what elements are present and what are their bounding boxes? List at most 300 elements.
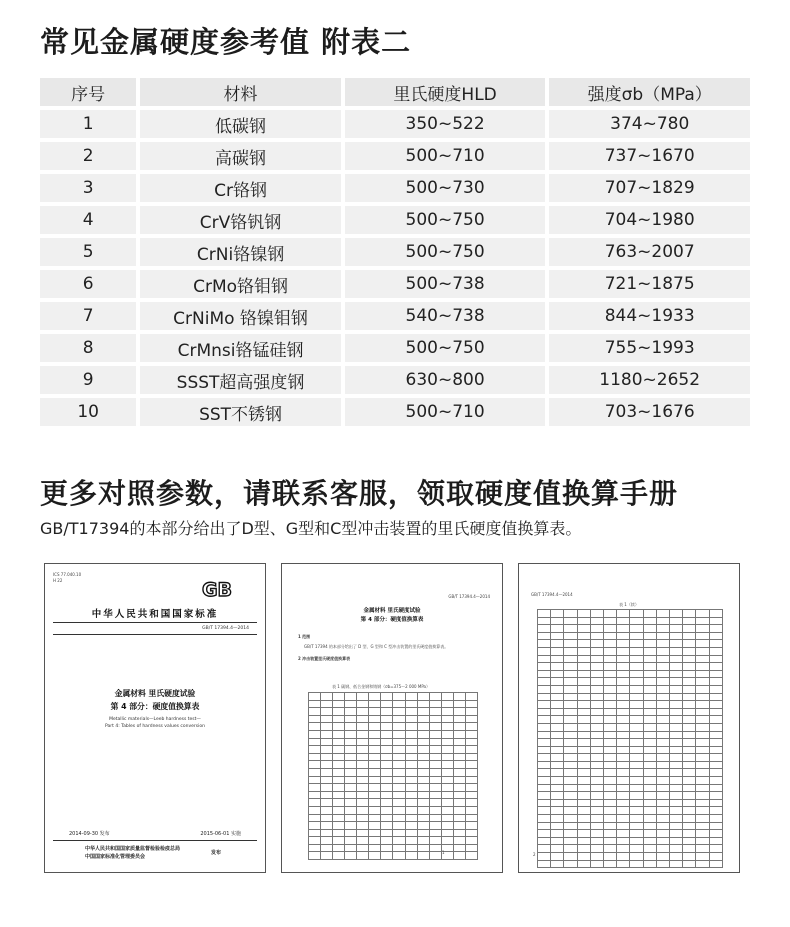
mini-table-cell [465,715,477,723]
mini-table-cell [381,784,393,792]
mini-table-cell [453,708,465,716]
mini-table-cell [405,746,417,754]
mini-table-cell [345,837,357,845]
mini-table-cell [696,830,709,838]
mini-table-cell [643,822,656,830]
mini-table-cell [393,700,405,708]
mini-table-cell [604,799,617,807]
mini-table-cell [538,685,551,693]
mini-table-cell [630,632,643,640]
mini-table-cell [643,647,656,655]
mini-table-row [538,777,723,785]
mini-table-cell [453,693,465,701]
cell-strength: 755~1993 [549,334,750,362]
mini-table-row [309,768,478,776]
mini-table-cell [709,853,722,861]
mini-table-cell [333,693,345,701]
mini-table-cell [683,830,696,838]
mini-table-row [538,731,723,739]
mini-table-cell [564,610,577,618]
mini-table-cell [696,761,709,769]
mini-table-cell [670,746,683,754]
mini-table-cell [604,815,617,823]
mini-table-cell [393,746,405,754]
mini-table-cell [617,739,630,747]
mini-table-cell [709,663,722,671]
mini-table-row [538,837,723,845]
mini-table-cell [643,685,656,693]
mini-table-cell [709,837,722,845]
mini-table-cell [538,792,551,800]
mini-table-cell [417,814,429,822]
mini-table-cell [551,853,564,861]
mini-table-cell [333,822,345,830]
mini-table-cell [630,807,643,815]
table-body [40,110,750,426]
mini-table-cell [381,730,393,738]
page1-header: GB/T 17394.4—2014 [448,594,490,599]
mini-table-cell [643,625,656,633]
mini-table-cell [617,799,630,807]
mini-table-cell [333,829,345,837]
mini-table-cell [453,829,465,837]
mini-table-cell [617,701,630,709]
cell-strength: 721~1875 [549,270,750,298]
mini-table-cell [670,723,683,731]
mini-table-cell [630,784,643,792]
mini-table-cell [381,723,393,731]
mini-table-cell [357,746,369,754]
mini-table-cell [429,708,441,716]
mini-table-cell [538,830,551,838]
mini-table-cell [564,640,577,648]
mini-table-cell [309,829,321,837]
mini-table-cell [670,769,683,777]
mini-table-cell [683,746,696,754]
mini-table-cell [417,776,429,784]
mini-table-cell [604,701,617,709]
mini-table-cell [538,708,551,716]
mini-table-cell [405,814,417,822]
mini-table-cell [643,610,656,618]
mini-table-cell [590,723,603,731]
mini-table-cell [696,792,709,800]
mini-table-cell [709,632,722,640]
mini-table-cell [577,830,590,838]
mini-table-cell [590,708,603,716]
mini-table-cell [683,723,696,731]
mini-table-cell [564,746,577,754]
mini-table-cell [393,791,405,799]
mini-table-cell [670,708,683,716]
mini-table-cell [405,768,417,776]
mini-table-cell [357,852,369,860]
mini-table-cell [617,678,630,686]
mini-table-cell [405,776,417,784]
mini-table-cell [564,693,577,701]
mini-table-cell [696,754,709,762]
mini-table-cell [643,617,656,625]
mini-table-row [538,617,723,625]
mini-table-cell [643,777,656,785]
mini-table-cell [656,647,669,655]
mini-table-cell [670,625,683,633]
mini-table-cell [683,617,696,625]
mini-table-cell [564,769,577,777]
mini-table-cell [564,708,577,716]
mini-table-cell [617,746,630,754]
mini-table-cell [381,837,393,845]
mini-table-cell [604,632,617,640]
mini-table-cell [656,815,669,823]
mini-table-cell [465,852,477,860]
mini-table-cell [405,708,417,716]
mini-table-cell [321,844,333,852]
mini-table-cell [683,632,696,640]
mini-table-cell [309,723,321,731]
mini-table-cell [564,647,577,655]
mini-table-row [538,670,723,678]
mini-table-cell [405,761,417,769]
mini-table-cell [590,792,603,800]
mini-table-cell [630,739,643,747]
mini-table-cell [538,822,551,830]
mini-table-row [538,685,723,693]
mini-table-cell [333,738,345,746]
cell-hld: 630~800 [345,366,546,394]
mini-table-cell [465,730,477,738]
mini-table-cell [604,746,617,754]
mini-table-cell [643,830,656,838]
mini-table-cell [369,837,381,845]
cover-fabu: 发布 [211,850,222,856]
mini-table-cell [357,761,369,769]
mini-table-cell [590,647,603,655]
mini-table-cell [604,685,617,693]
mini-table-cell [309,746,321,754]
mini-table-cell [441,768,453,776]
mini-table-cell [309,776,321,784]
mini-table-cell [551,640,564,648]
mini-table-cell [369,715,381,723]
mini-table-cell [538,617,551,625]
mini-table-cell [683,853,696,861]
mini-table-cell [538,632,551,640]
mini-table-cell [309,708,321,716]
mini-table-cell [417,784,429,792]
mini-table-cell [643,655,656,663]
mini-table-cell [709,777,722,785]
mini-table-cell [393,806,405,814]
mini-table-cell [683,701,696,709]
mini-table-cell [357,814,369,822]
header-strength: 强度σb（MPa） [549,78,750,106]
mini-table-cell [369,791,381,799]
mini-table-cell [333,837,345,845]
mini-table-cell [429,776,441,784]
mini-table-cell [683,761,696,769]
mini-table-row [538,822,723,830]
mini-table-cell [590,701,603,709]
mini-table-cell [441,715,453,723]
mini-table-cell [357,837,369,845]
mini-table-cell [357,753,369,761]
mini-table-cell [538,845,551,853]
page2-mini-table [537,609,723,868]
mini-table-cell [590,678,603,686]
mini-table-cell [417,837,429,845]
mini-table-cell [696,693,709,701]
mini-table-cell [643,807,656,815]
mini-table-row [309,814,478,822]
mini-table-cell [381,852,393,860]
mini-table-cell [345,844,357,852]
mini-table-cell [564,670,577,678]
mini-table-row [538,761,723,769]
mini-table-cell [604,723,617,731]
mini-table-cell [357,768,369,776]
mini-table-cell [465,829,477,837]
cell-index: 4 [40,206,136,234]
mini-table-cell [696,837,709,845]
mini-table-cell [709,792,722,800]
mini-table-cell [357,776,369,784]
mini-table-cell [538,837,551,845]
mini-table-cell [670,799,683,807]
mini-table-cell [309,761,321,769]
mini-table-cell [465,814,477,822]
mini-table-cell [345,715,357,723]
mini-table-cell [577,693,590,701]
mini-table-cell [405,822,417,830]
mini-table-cell [357,844,369,852]
mini-table-cell [405,806,417,814]
table-row [40,238,750,266]
mini-table-cell [309,806,321,814]
mini-table-cell [417,768,429,776]
mini-table-cell [590,853,603,861]
mini-table-row [309,693,478,701]
mini-table-cell [590,685,603,693]
mini-table-cell [309,738,321,746]
page1-table-caption: 表 1 碳钢、低合金钢和铸钢（σb=375～2 000 MPa） [332,684,431,689]
mini-table-cell [369,814,381,822]
mini-table-cell [604,807,617,815]
cell-index: 9 [40,366,136,394]
mini-table-cell [656,754,669,762]
mini-table-cell [405,723,417,731]
mini-table-cell [683,640,696,648]
mini-table-cell [709,830,722,838]
page-title: 常见金属硬度参考值 附表二 [40,25,412,59]
mini-table-cell [465,822,477,830]
mini-table-cell [670,761,683,769]
mini-table-cell [643,640,656,648]
mini-table-cell [321,814,333,822]
mini-table-cell [709,799,722,807]
mini-table-cell [309,715,321,723]
hardness-table [36,74,754,430]
mini-table-cell [604,853,617,861]
mini-table-cell [381,708,393,716]
mini-table-cell [345,738,357,746]
mini-table-row [538,746,723,754]
mini-table-cell [577,610,590,618]
mini-table-cell [617,617,630,625]
mini-table-row [538,663,723,671]
mini-table-cell [417,799,429,807]
mini-table-cell [683,815,696,823]
mini-table-cell [538,647,551,655]
mini-table-cell [656,830,669,838]
cell-hld: 350~522 [345,110,546,138]
mini-table-cell [393,738,405,746]
mini-table-cell [381,814,393,822]
mini-table-cell [709,693,722,701]
mini-table-cell [656,761,669,769]
mini-table-cell [405,784,417,792]
mini-table-cell [670,716,683,724]
mini-table-cell [453,791,465,799]
mini-table-cell [630,754,643,762]
mini-table-cell [604,663,617,671]
mini-table-cell [538,860,551,868]
mini-table-cell [643,693,656,701]
mini-table-cell [551,815,564,823]
mini-table-cell [696,845,709,853]
mini-table-cell [577,792,590,800]
mini-table-cell [670,754,683,762]
mini-table-cell [381,761,393,769]
mini-table-cell [709,617,722,625]
mini-table-cell [417,700,429,708]
mini-table-cell [564,761,577,769]
mini-table-row [538,739,723,747]
mini-table-cell [617,670,630,678]
mini-table-cell [696,678,709,686]
mini-table-cell [630,655,643,663]
mini-table-cell [590,799,603,807]
cell-index: 2 [40,142,136,170]
mini-table-cell [551,792,564,800]
cell-index: 6 [40,270,136,298]
mini-table-cell [321,837,333,845]
mini-table-cell [564,853,577,861]
mini-table-cell [617,693,630,701]
mini-table-cell [577,754,590,762]
mini-table-row [538,678,723,686]
cell-hld: 500~738 [345,270,546,298]
mini-table-row [538,815,723,823]
mini-table-cell [381,746,393,754]
mini-table-cell [357,829,369,837]
mini-table-row [309,708,478,716]
mini-table-cell [630,701,643,709]
mini-table-cell [393,844,405,852]
mini-table-cell [643,731,656,739]
mini-table-cell [696,632,709,640]
mini-table-cell [551,784,564,792]
mini-table-cell [551,617,564,625]
mini-table-cell [551,731,564,739]
mini-table-cell [417,829,429,837]
mini-table-row [309,723,478,731]
mini-table-cell [381,700,393,708]
mini-table-cell [630,617,643,625]
mini-table-row [538,655,723,663]
mini-table-cell [369,730,381,738]
mini-table-cell [577,746,590,754]
mini-table-cell [577,860,590,868]
mini-table-cell [590,769,603,777]
mini-table-cell [393,784,405,792]
cover-org-1: 中华人民共和国国家质量监督检验检疫总局 [85,846,181,852]
mini-table-cell [309,753,321,761]
mini-table-cell [670,640,683,648]
mini-table-cell [564,784,577,792]
mini-table-cell [696,815,709,823]
mini-table-cell [333,746,345,754]
mini-table-cell [345,730,357,738]
mini-table-cell [465,837,477,845]
mini-table-cell [551,716,564,724]
mini-table-cell [709,754,722,762]
mini-table-cell [333,753,345,761]
mini-table-cell [309,700,321,708]
mini-table-cell [656,625,669,633]
mini-table-cell [465,723,477,731]
standard-page1-thumbnail [281,563,503,873]
mini-table-cell [709,610,722,618]
cover-rule [53,622,257,623]
mini-table-cell [617,860,630,868]
mini-table-cell [670,830,683,838]
mini-table-row [538,625,723,633]
mini-table-cell [417,852,429,860]
mini-table-cell [465,708,477,716]
cover-english-line1: Metallic materials—Leeb hardness test— [109,717,201,722]
cell-strength: 763~2007 [549,238,750,266]
mini-table-cell [345,799,357,807]
mini-table-cell [696,731,709,739]
mini-table-row [538,845,723,853]
mini-table-cell [643,708,656,716]
mini-table-cell [683,784,696,792]
mini-table-cell [321,799,333,807]
mini-table-cell [630,663,643,671]
mini-table-cell [453,806,465,814]
cell-material: CrMnsi铬锰硅钢 [140,334,341,362]
mini-table-cell [683,792,696,800]
mini-table-cell [429,738,441,746]
mini-table-cell [429,723,441,731]
mini-table-cell [405,829,417,837]
mini-table-cell [333,700,345,708]
cover-std-number: GB/T 17394.4—2014 [202,626,249,631]
mini-table-cell [551,693,564,701]
mini-table-cell [656,822,669,830]
mini-table-cell [564,723,577,731]
cell-strength: 707~1829 [549,174,750,202]
mini-table-row [538,860,723,868]
mini-table-cell [577,655,590,663]
mini-table-cell [617,632,630,640]
mini-table-cell [577,663,590,671]
mini-table-cell [656,663,669,671]
mini-table-cell [321,761,333,769]
mini-table-cell [670,670,683,678]
mini-table-cell [577,777,590,785]
